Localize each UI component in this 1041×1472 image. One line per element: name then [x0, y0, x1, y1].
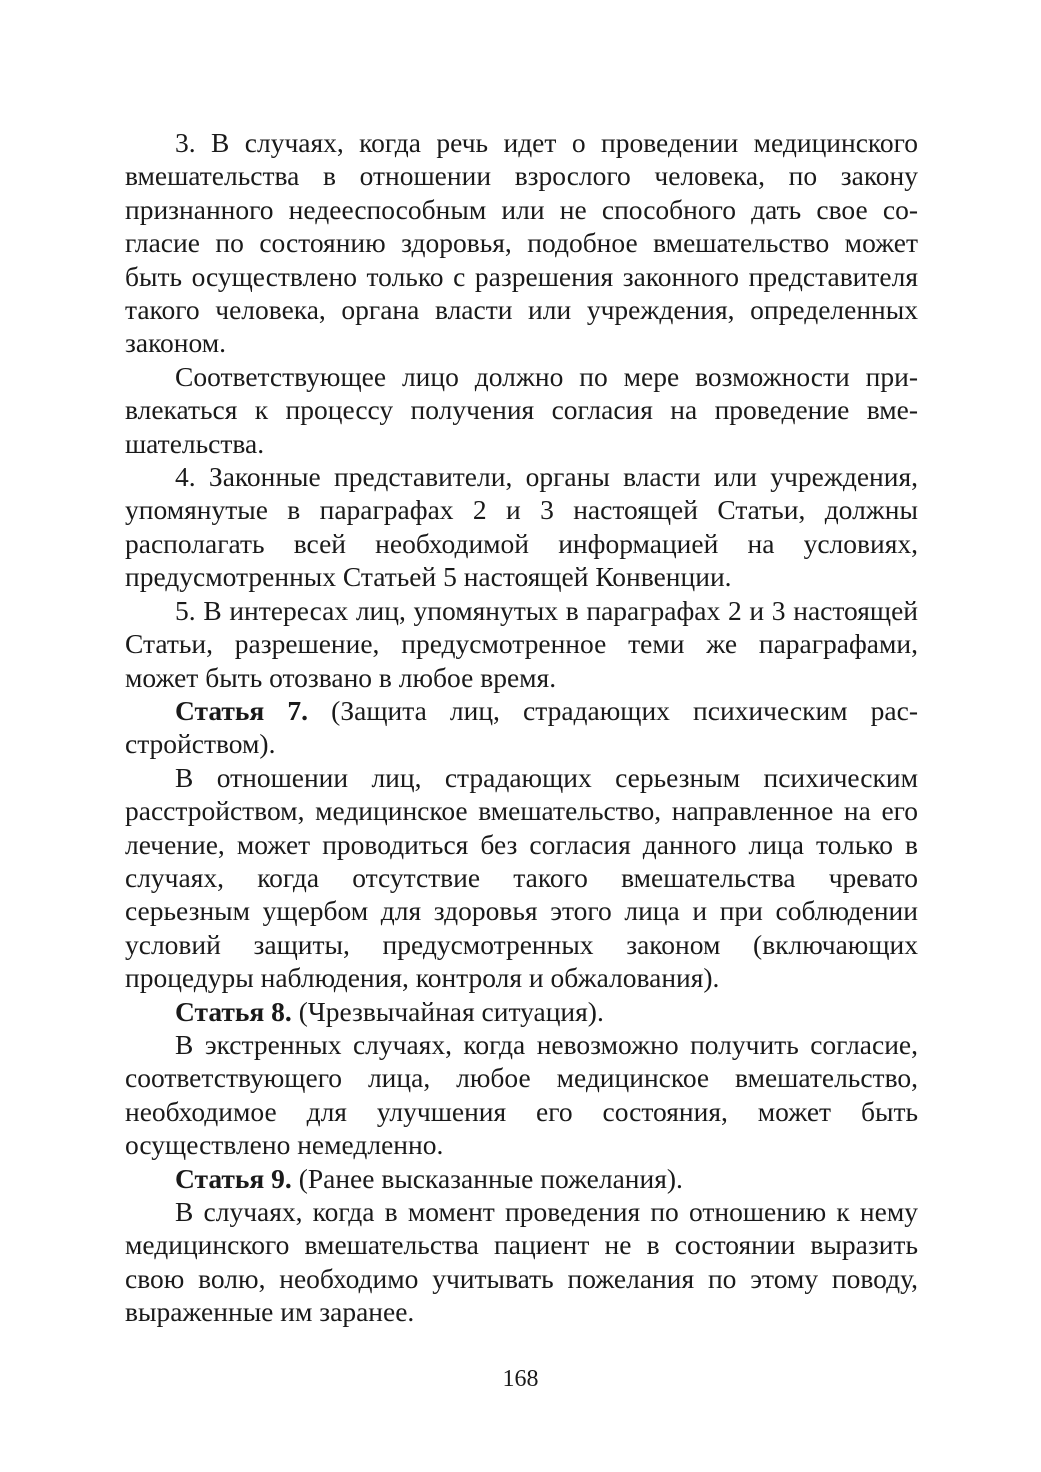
article-9-heading — [125, 1162, 918, 1195]
article-7-body: В отношении лиц, страдающих серьезным психическим расстройством, медицинское вмешательство, направленное на его лечение, может проводиться без согласия данного лица только в случаях, когда отсутствие такого вмешательства чревато серьезным ущербом для здоровья этого лица и при соблюдении условий защиты, предусмотренных законом (включающих процедуры наблюдения, контроля и обжалования). — [125, 761, 918, 994]
article-7-title: (Защита лиц, страдающих психическим расстройством). — [125, 694, 919, 760]
paragraph-person-involvement: Соответствующее лицо должно по мере возможности привлекаться к процессу получения согласия на проведение вмешательства. — [125, 360, 918, 459]
article-9-title: (Ранее высказанные пожелания). — [291, 1162, 683, 1194]
article-8-body: В экстренных случаях, когда невозможно получить согласие, соответствующего лица, любое медицинское вмешательство, необходимое для улучшения его состояния, может быть осуществлено немедленно. — [125, 1028, 918, 1161]
paragraph-4-representatives-information: 4. Законные представители, органы власти или учреждения, упомянутые в параграфах 2 и 3 настоящей Статьи, должны располагать всей необходимой информацией на условиях, предусмотренных Статьей 5 настоящей Конвенции. — [125, 461, 918, 593]
article-9-label: Статья 9. — [175, 1162, 292, 1194]
document-body — [125, 126, 918, 1329]
article-7-heading — [125, 694, 918, 761]
paragraph-5-withdrawal: 5. В интересах лиц, упомянутых в параграфах 2 и 3 настоящей Статьи, разрешение, предусмотренное теми же параграфами, может быть отозвано в любое время. — [125, 594, 918, 693]
article-9-body: В случаях, когда в момент проведения по отношению к нему медицинского вмешательства пациент не в состоянии выразить свою волю, необходимо учитывать пожелания по этому поводу, выраженные им заранее. — [125, 1196, 918, 1328]
page-number: 168 — [502, 1366, 539, 1392]
paragraph-3-consent-incapable-adult: 3. В случаях, когда речь идет о проведении медицинского вмешательства в отношении взрослого человека, по закону признанного недееспособным или не способного дать свое согласие по состоянию здоровья, подобное вмешательство может быть осуществлено только с разрешения законного представителя такого человека, органа власти или учреждения, определенных законом. — [125, 127, 918, 359]
article-7-label: Статья 7. — [175, 694, 309, 726]
article-8-label: Статья 8. — [175, 995, 292, 1027]
article-8-title: (Чрезвычайная ситуация). — [291, 995, 604, 1027]
article-8-heading — [125, 995, 918, 1028]
